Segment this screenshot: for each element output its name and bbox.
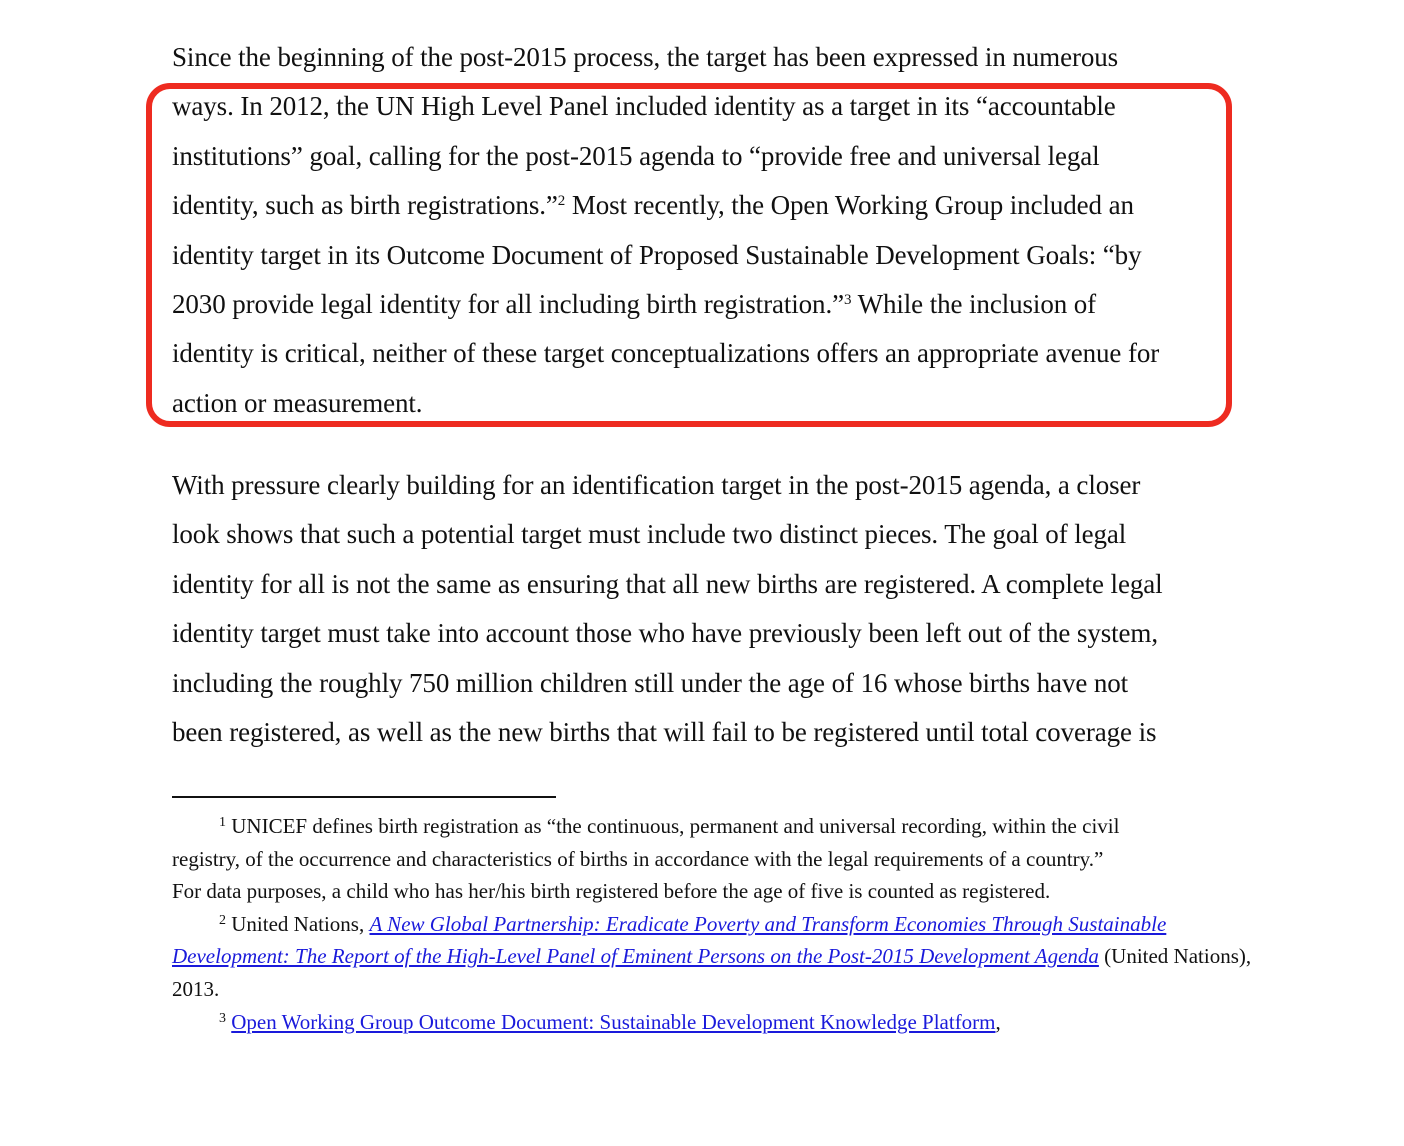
text-line: including the roughly 750 million children still under the age of 16 whose births have not [172, 667, 1129, 698]
text-line: With pressure clearly building for an identification target in the post-2015 agenda, a closer [172, 470, 1141, 500]
footnote-number: 1 [219, 815, 226, 830]
text-segment: Most recently, the Open Working Group included an [565, 190, 1134, 221]
text-segment: identity, such as birth registrations.” [172, 190, 558, 221]
text-segment: 2030 provide legal identity for all including birth registration.” [172, 289, 844, 320]
footnote-separator [172, 796, 556, 798]
footnote-text-line [172, 940, 1252, 973]
text-line: Since the beginning of the post-2015 process, the target has been expressed in numerous [172, 42, 1119, 72]
text-line: been registered, as well as the new births that will fail to be registered until total coverage is [172, 717, 1157, 748]
text-line: identity target in its Outcome Document of Proposed Sustainable Development Goals: “by [172, 239, 1142, 270]
highlight-annotation-box [146, 83, 1232, 427]
report-link-part2[interactable]: Development: The Report of the High-Level Panel of Eminent Persons on the Post-2015 Development Agenda [172, 944, 1099, 969]
footnote-1 [172, 810, 1232, 843]
text-line: identity is critical, neither of these target conceptualizations offers an appropriate avenue for [172, 338, 1160, 369]
text-line: action or measurement. [172, 387, 423, 418]
footnote-number: 2 [219, 912, 226, 928]
footnote-text: (United Nations), [1098, 944, 1252, 969]
text-line: ways. In 2012, the UN High Level Panel included identity as a target in its “accountable [172, 91, 1116, 122]
footnote-text: For data purposes, a child who has her/his birth registered before the age of five is counted as registered. [172, 879, 1051, 904]
text-line: identity target must take into account those who have previously been left out of the system, [172, 618, 1158, 649]
footnote-3 [172, 1006, 1232, 1039]
footnote-ref-3[interactable]: 3 [844, 292, 852, 309]
footnote-ref-2[interactable]: 2 [557, 193, 566, 210]
footnote-text: 2013. [172, 976, 220, 1001]
owg-document-link[interactable]: Open Working Group Outcome Document: Sustainable Development Knowledge Platform [231, 1009, 996, 1034]
text-line: look shows that such a potential target must include two distinct pieces. The goal of legal [172, 519, 1127, 550]
footnote-text: UNICEF defines birth registration as “the continuous, permanent and universal recording, within the civil [226, 814, 1120, 838]
footnote-text: United Nations, [226, 911, 370, 936]
footnotes-section [172, 810, 1252, 1038]
text-segment: While the inclusion of [851, 289, 1097, 320]
text-line: identity for all is not the same as ensuring that all new births are registered. A complete legal [172, 568, 1163, 599]
footnote-text: registry, of the occurrence and characteristics of births in accordance with the legal requirements of a country.” [172, 846, 1104, 871]
footnote-2 [172, 908, 1232, 941]
report-link-part1[interactable]: A New Global Partnership: Eradicate Poverty and Transform Economies Through Sustainable [369, 911, 1167, 936]
paragraph-identification-target [172, 461, 1232, 757]
text-line: institutions” goal, calling for the post-2015 agenda to “provide free and universal legal [172, 140, 1100, 171]
footnote-number: 3 [219, 1010, 226, 1026]
footnote-text: , [995, 1009, 1001, 1034]
